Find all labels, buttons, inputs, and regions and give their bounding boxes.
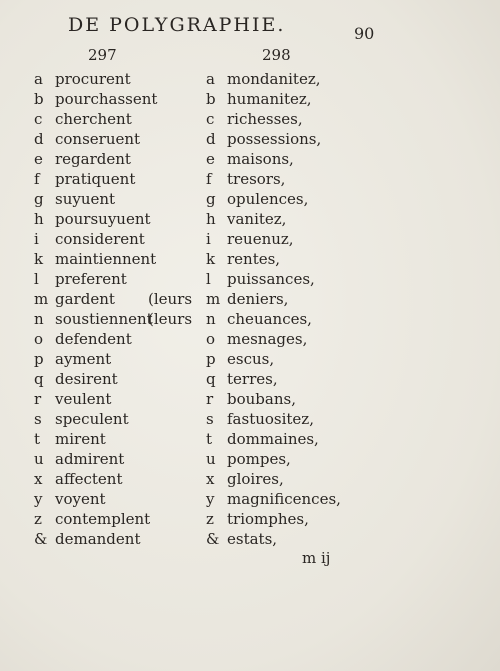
left-entry — [34, 189, 204, 209]
left-entry — [34, 229, 204, 249]
entry-word: considerent — [55, 230, 145, 248]
right-entry — [206, 289, 346, 309]
entry-letter: n — [34, 310, 44, 328]
left-entry — [34, 469, 204, 489]
entry-letter: i — [34, 230, 39, 248]
left-entry — [34, 249, 204, 269]
entry-word: affectent — [55, 470, 123, 488]
entry-letter: t — [206, 430, 213, 448]
entry-word: gloires, — [227, 470, 284, 488]
entry-word: voyent — [55, 490, 106, 508]
entry-word: triomphes, — [227, 510, 309, 528]
entry-word: speculent — [55, 410, 129, 428]
entry-letter: u — [206, 450, 216, 468]
entry-letter: p — [34, 350, 44, 368]
entry-word: humanitez, — [227, 90, 312, 108]
entry-letter: & — [206, 530, 220, 548]
left-entry — [34, 269, 204, 289]
entry-letter: s — [206, 410, 214, 428]
right-entry — [206, 469, 346, 489]
entry-word: rentes, — [227, 250, 281, 268]
right-entry — [206, 329, 346, 349]
entry-letter: o — [34, 330, 44, 348]
left-entry — [34, 109, 204, 129]
entry-letter: b — [206, 90, 216, 108]
entry-letter: x — [34, 470, 43, 488]
entry-word: magnificences, — [227, 490, 341, 508]
entry-word: admirent — [55, 450, 125, 468]
entry-extra: (leurs — [148, 310, 193, 328]
right-entry — [206, 169, 346, 189]
entry-letter: a — [206, 70, 215, 88]
entry-word: veulent — [55, 390, 112, 408]
entry-letter: z — [206, 510, 214, 528]
left-entry — [34, 89, 204, 109]
left-entry — [34, 349, 204, 369]
left-entry — [34, 509, 204, 529]
right-entry — [206, 209, 346, 229]
entry-word: ayment — [55, 350, 112, 368]
right-entry — [206, 369, 346, 389]
entry-word: procurent — [55, 70, 131, 88]
entry-word: deniers, — [227, 290, 289, 308]
entry-word: suyuent — [55, 190, 116, 208]
left-entry — [34, 69, 204, 89]
entry-word: gardent — [55, 290, 115, 308]
entry-letter: e — [34, 150, 43, 168]
entry-letter: h — [34, 210, 44, 228]
right-column — [206, 69, 346, 549]
page-title: DE POLYGRAPHIE. — [68, 14, 286, 36]
left-entry — [34, 129, 204, 149]
entry-letter: r — [34, 390, 42, 408]
entry-word: opulences, — [227, 190, 309, 208]
entry-letter: t — [34, 430, 41, 448]
entry-letter: y — [206, 490, 215, 508]
left-entry — [34, 149, 204, 169]
entry-letter: h — [206, 210, 216, 228]
right-entry — [206, 129, 346, 149]
entry-letter: u — [34, 450, 44, 468]
entry-letter: g — [206, 190, 216, 208]
entry-word: possessions, — [227, 130, 322, 148]
entry-letter: l — [206, 270, 211, 288]
entry-word: conseruent — [55, 130, 141, 148]
entry-letter: z — [34, 510, 42, 528]
entry-letter: k — [206, 250, 216, 268]
left-entry — [34, 169, 204, 189]
entry-word: mirent — [55, 430, 106, 448]
entry-word: preferent — [55, 270, 127, 288]
right-entry — [206, 69, 346, 89]
left-entry — [34, 449, 204, 469]
entry-letter: n — [206, 310, 216, 328]
entry-letter: x — [206, 470, 215, 488]
entry-letter: b — [34, 90, 44, 108]
entry-letter: d — [34, 130, 44, 148]
entry-word: escus, — [227, 350, 275, 368]
left-entry — [34, 369, 204, 389]
entry-letter: d — [206, 130, 216, 148]
right-entry — [206, 389, 346, 409]
right-entry — [206, 309, 346, 329]
right-entry — [206, 89, 346, 109]
entry-word: soustiennent — [55, 310, 153, 328]
entry-word: mesnages, — [227, 330, 308, 348]
left-entry — [34, 529, 204, 549]
entry-word: richesses, — [227, 110, 303, 128]
entry-word: regardent — [55, 150, 131, 168]
right-column-number: 298 — [262, 46, 291, 64]
entry-letter: o — [206, 330, 216, 348]
entry-letter: i — [206, 230, 211, 248]
entry-letter: f — [206, 170, 212, 188]
right-entry — [206, 249, 346, 269]
right-entry — [206, 489, 346, 509]
entry-word: dommaines, — [227, 430, 319, 448]
entry-word: contemplent — [55, 510, 151, 528]
left-entry — [34, 329, 204, 349]
right-entry — [206, 109, 346, 129]
entry-letter: k — [34, 250, 44, 268]
entry-letter: & — [34, 530, 48, 548]
right-entry — [206, 189, 346, 209]
left-entry — [34, 409, 204, 429]
entry-letter: g — [34, 190, 44, 208]
right-entry — [206, 429, 346, 449]
left-entry — [34, 429, 204, 449]
entry-word: cheuances, — [227, 310, 312, 328]
right-entry — [206, 269, 346, 289]
entry-word: cherchent — [55, 110, 132, 128]
right-entry — [206, 529, 346, 549]
entry-word: defendent — [55, 330, 132, 348]
entry-extra: (leurs — [148, 290, 193, 308]
entry-letter: s — [34, 410, 42, 428]
entry-letter: p — [206, 350, 216, 368]
entry-letter: c — [34, 110, 43, 128]
entry-word: fastuositez, — [227, 410, 314, 428]
left-column-number: 297 — [88, 46, 117, 64]
left-entry — [34, 209, 204, 229]
entry-letter: l — [34, 270, 39, 288]
entry-word: maintiennent — [55, 250, 157, 268]
entry-letter: y — [34, 490, 43, 508]
entry-word: demandent — [55, 530, 141, 548]
entry-letter: r — [206, 390, 214, 408]
entry-letter: q — [206, 370, 216, 388]
entry-word: pourchassent — [55, 90, 158, 108]
entry-letter: e — [206, 150, 215, 168]
right-entry — [206, 229, 346, 249]
left-entry — [34, 489, 204, 509]
entry-word: desirent — [55, 370, 118, 388]
page-number: 90 — [354, 24, 375, 43]
right-entry — [206, 349, 346, 369]
right-entry — [206, 449, 346, 469]
right-entry — [206, 149, 346, 169]
entry-letter: m — [206, 290, 221, 308]
entry-word: mondanitez, — [227, 70, 321, 88]
right-entry — [206, 409, 346, 429]
entry-word: vanitez, — [227, 210, 287, 228]
left-entry — [34, 289, 204, 309]
right-entry — [206, 509, 346, 529]
left-entry — [34, 389, 204, 409]
signature-mark: m ij — [302, 549, 331, 567]
entry-word: pompes, — [227, 450, 291, 468]
entry-word: reuenuz, — [227, 230, 294, 248]
entry-word: tresors, — [227, 170, 286, 188]
entry-letter: c — [206, 110, 215, 128]
entry-word: maisons, — [227, 150, 294, 168]
left-entry — [34, 309, 204, 329]
entry-word: poursuyuent — [55, 210, 151, 228]
left-column — [34, 69, 204, 549]
entry-word: terres, — [227, 370, 278, 388]
entry-word: pratiquent — [55, 170, 136, 188]
entry-word: estats, — [227, 530, 278, 548]
entry-word: boubans, — [227, 390, 296, 408]
entry-letter: q — [34, 370, 44, 388]
entry-word: puissances, — [227, 270, 315, 288]
entry-letter: m — [34, 290, 49, 308]
entry-letter: a — [34, 70, 43, 88]
entry-letter: f — [34, 170, 40, 188]
